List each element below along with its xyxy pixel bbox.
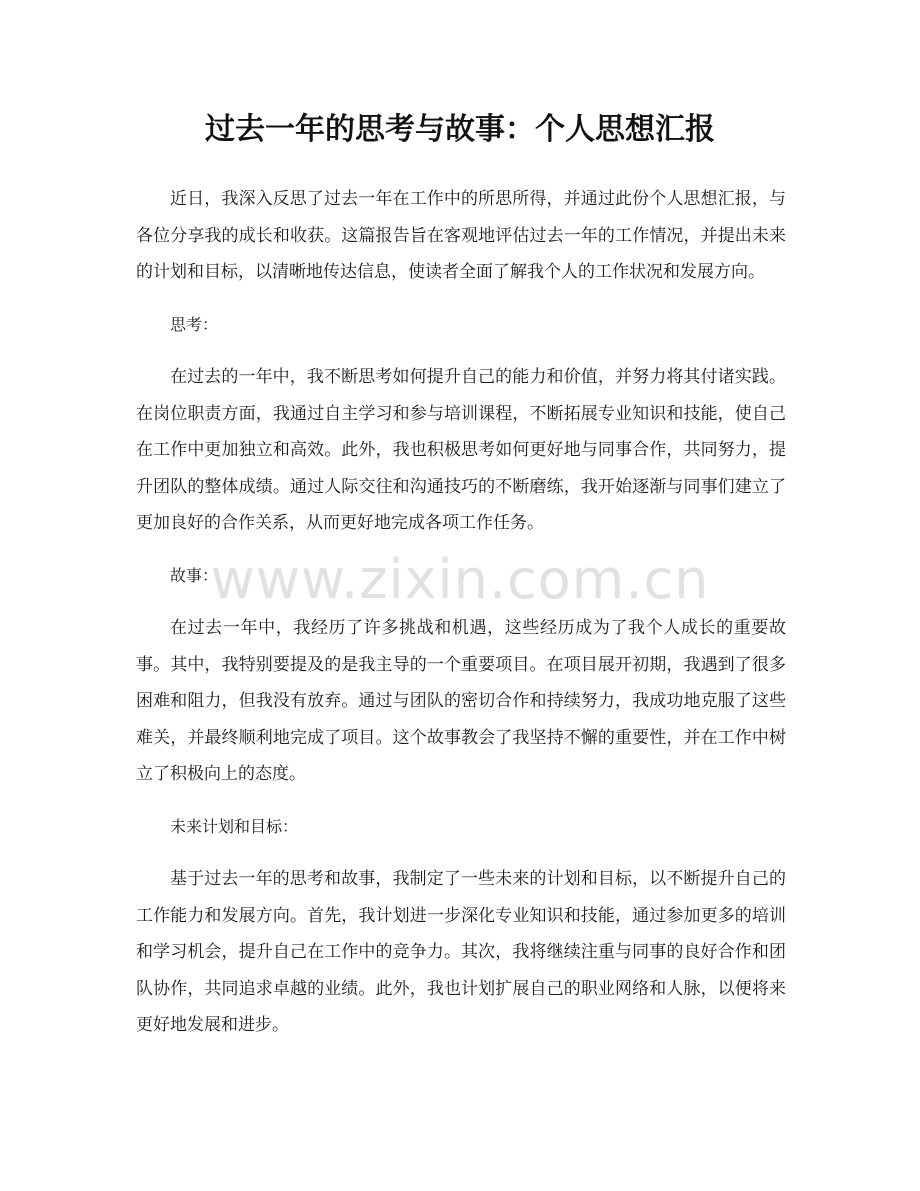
- thinking-heading: 思考：: [170, 314, 219, 334]
- intro-paragraph: 近日，我深入反思了过去一年在工作中的所思所得，并通过此份个人思想汇报，与各位分享我的成长和收获。这篇报告旨在客观地评估过去一年的工作情况，并提出未来的计划和目标，以清晰地传达信息，使读者全面了解我个人的工作状况和发展方向。: [136, 189, 786, 282]
- thinking-paragraph: 在过去的一年中，我不断思考如何提升自己的能力和价值，并努力将其付诸实践。在岗位职责方面，我通过自主学习和参与培训课程，不断拓展专业知识和技能，使自己在工作中更加独立和高效。此外，我也积极思考如何更好地与同事合作，共同努力，提升团队的整体成绩。通过人际交往和沟通技巧的不断磨练，我开始逐渐与同事们建立了更加良好的合作关系，从而更好地完成各项工作任务。: [136, 367, 786, 533]
- plan-paragraph: 基于过去一年的思考和故事，我制定了一些未来的计划和目标，以不断提升自己的工作能力和发展方向。首先，我计划进一步深化专业知识和技能，通过参加更多的培训和学习机会，提升自己在工作中的竞争力。其次，我将继续注重与同事的良好合作和团队协作，共同追求卓越的业绩。此外，我也计划扩展自己的职业网络和人脉，以便将来更好地发展和进步。: [136, 869, 786, 1035]
- plan-heading: 未来计划和目标：: [170, 816, 299, 836]
- document-body: [136, 181, 786, 1044]
- story-heading: 故事：: [170, 565, 219, 585]
- document-title: 过去一年的思考与故事：个人思想汇报: [205, 112, 715, 147]
- story-paragraph: 在过去一年中，我经历了许多挑战和机遇，这些经历成为了我个人成长的重要故事。其中，我特别要提及的是我主导的一个重要项目。在项目展开初期，我遇到了很多困难和阻力，但我没有放弃。通过与团队的密切合作和持续努力，我成功地克服了这些难关，并最终顺利地完成了项目。这个故事教会了我坚持不懈的重要性，并在工作中树立了积极向上的态度。: [136, 618, 786, 784]
- watermark: www.zixin.com.cn: [210, 548, 710, 611]
